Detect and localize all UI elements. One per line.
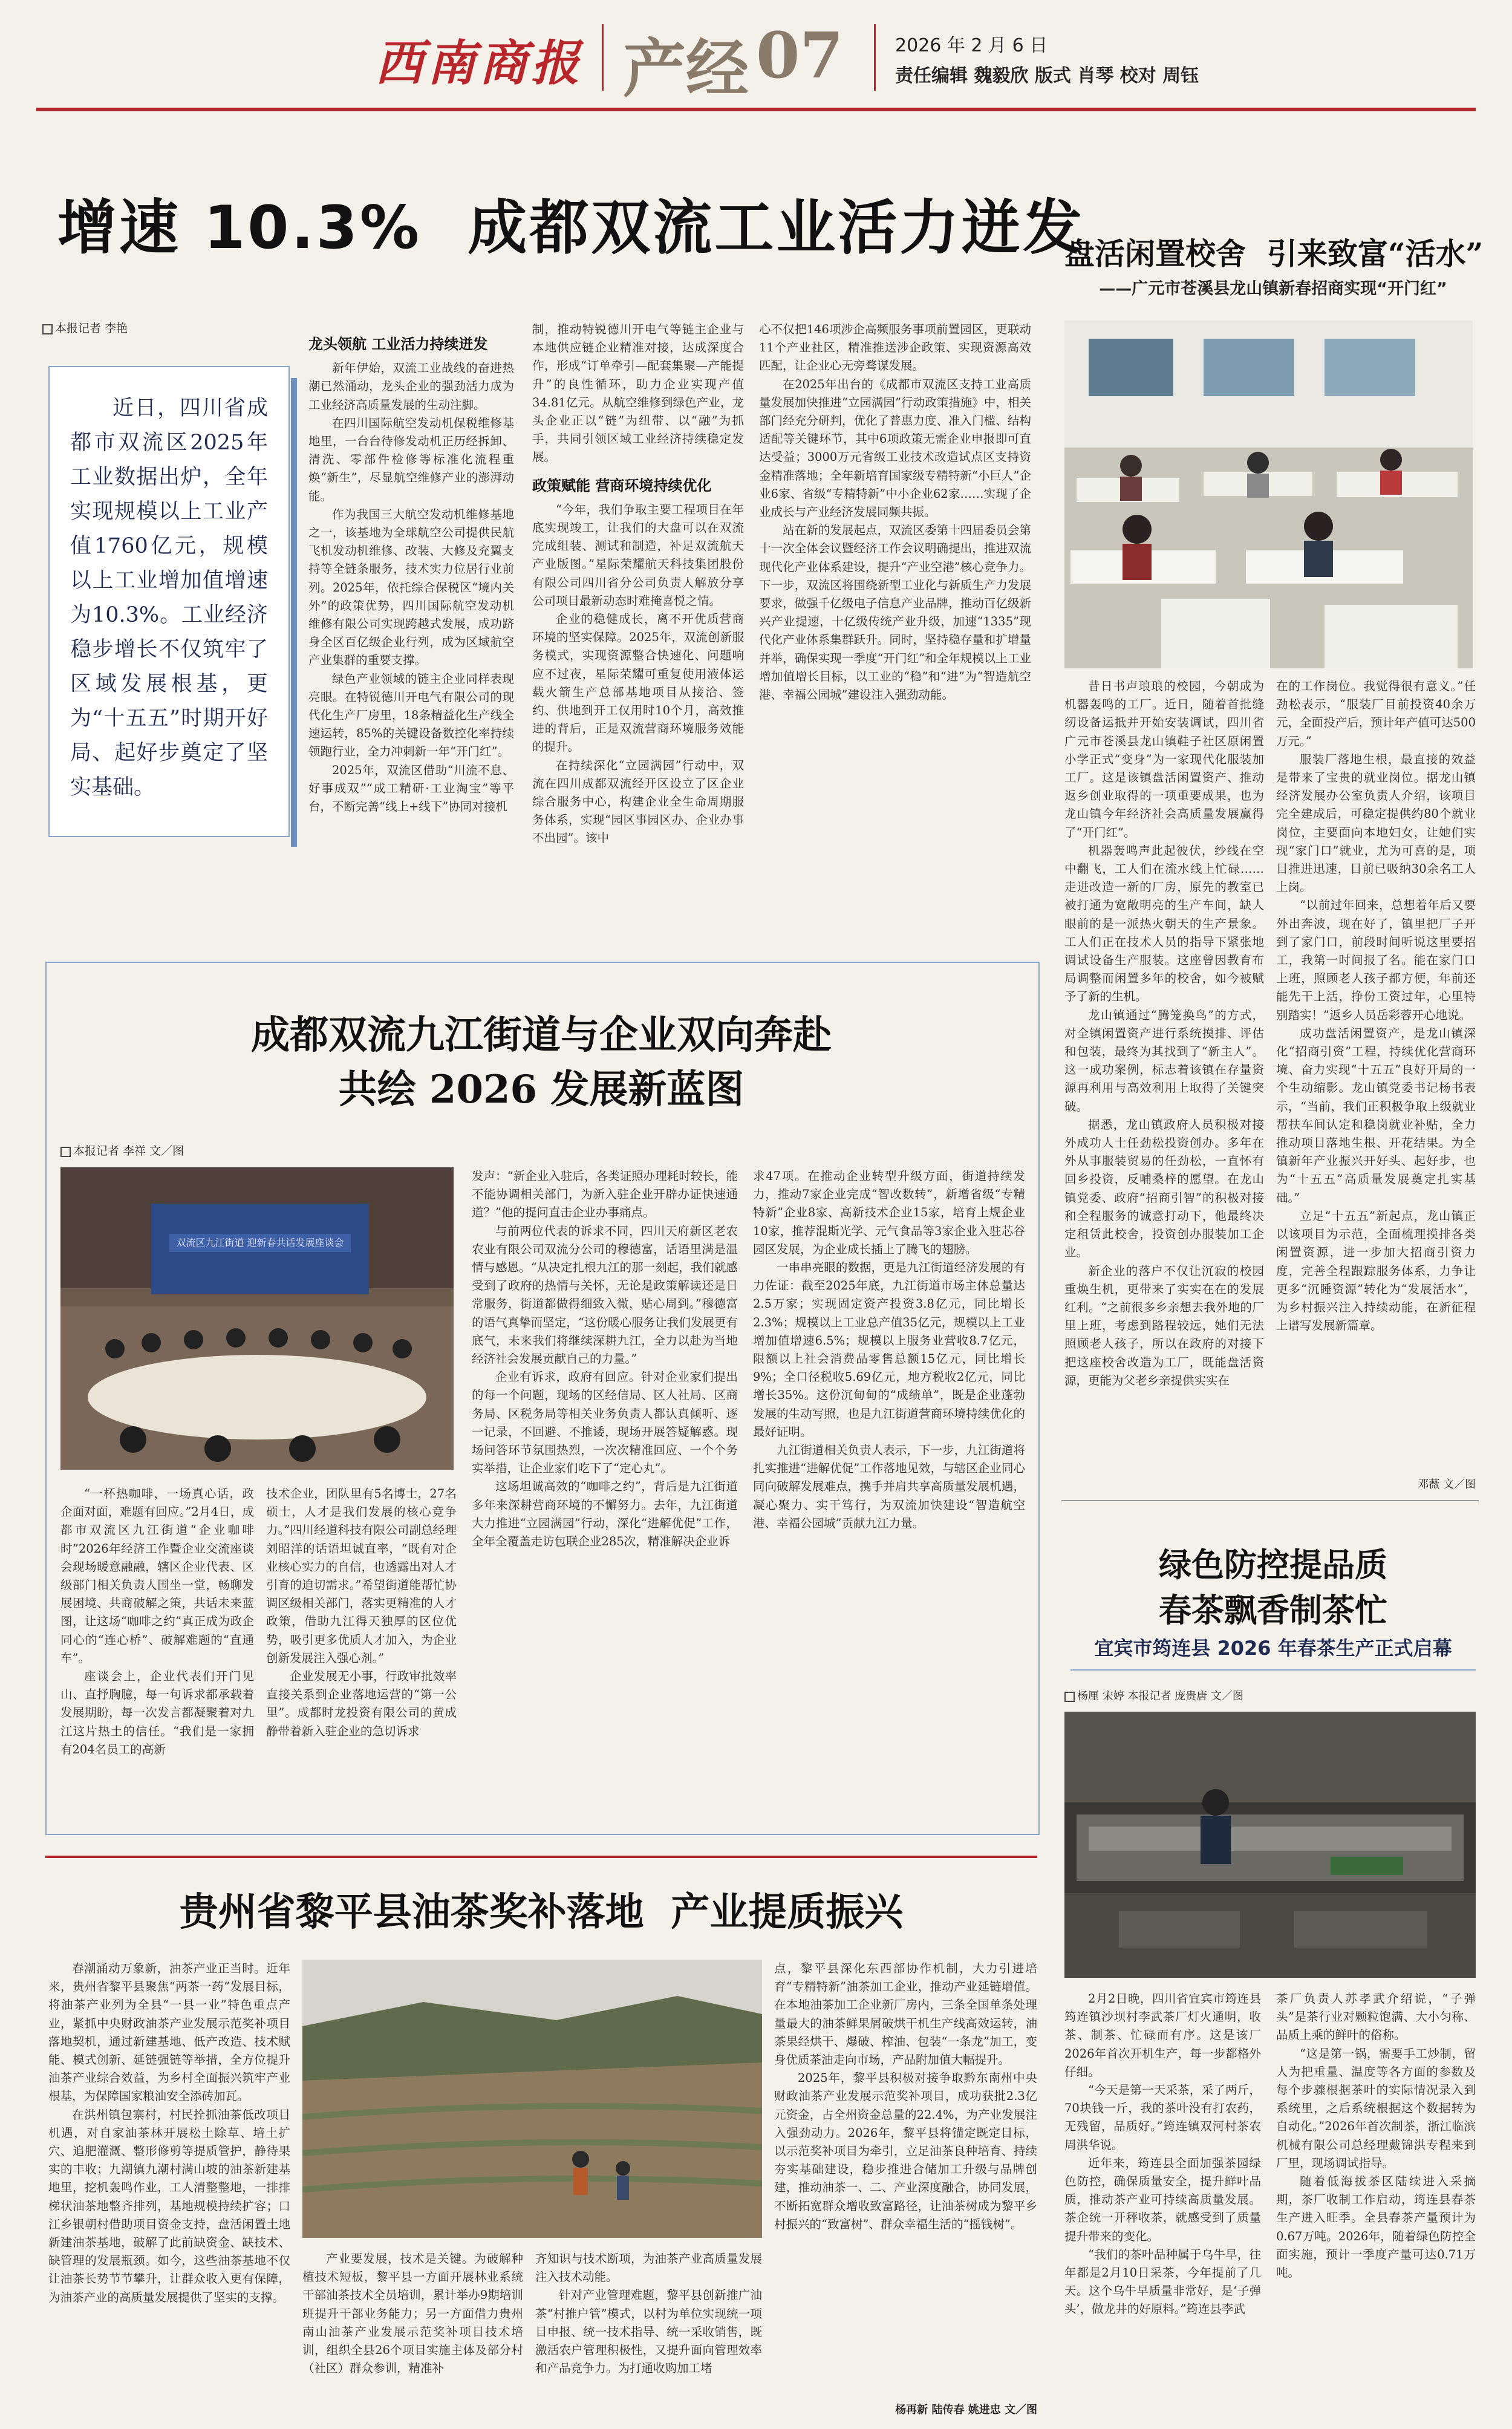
paragraph: 服装厂落地生根，最直接的效益是带来了宝贵的就业岗位。据龙山镇经济发展办公室负责人介绍，该项目完全建成后，可稳定提供约80个就业岗位，主要面向本地妇女，让她们实现“家门口”就业，尤为可喜的是，项目推进迅速，目前已吸纳30余名工人上岗。	[1276, 752, 1476, 895]
editor-credits: 责任编辑 魏毅欣 版式 肖琴 校对 周钰	[895, 65, 1199, 86]
paragraph: 作为我国三大航空发动机维修基地之一，该基地为全球航空公司提供民航飞机发动机维修、改装、大修及充翼支持等全链条服务，技术实力位居行业前列。2025年，依托综合保税区“境内关外”的政策优势，四川国际航空发动机维修有限公司实现跨越式发展，成功跻身全区百亿级企业行列，成为区域航空产业集群的重要支撑。	[308, 507, 514, 668]
article1-column-1	[308, 331, 514, 912]
paragraph: 这场坦诚高效的“咖啡之约”，背后是九江街道多年来深耕营商环境的不懈努力。去年，九江街道大力推进“立园满园”行动，深化“进解优促”工作，全年全覆盖走访包联企业285次，精准解决企业诉	[472, 1479, 738, 1549]
paragraph: 企业发展无小事，行政审批效率直接关系到企业落地运营的“第一公里”。成都时龙投资有限公司的黄成静带着新入驻企业的急切诉求	[266, 1669, 457, 1738]
paragraph: 茶厂负责人苏孝武介绍说，“子弹头”是茶行业对颗粒饱满、大小匀称、品质上乘的鲜叶的俗称。	[1276, 1992, 1476, 2043]
paragraph: 站在新的发展起点，双流区委第十四届委员会第十一次全体会议暨经济工作会议明确提出，推进双流现代化产业体系建设，提升“产业空港”核心竞争力。下一步，双流区将围绕新型工业化与新质生产力发展要求，做强千亿级电子信息产业品牌，推动百亿级新兴产业提速，十亿级传统产业升级，加速“1335”现代化产业体系集群跃升。同时，坚持稳存量和扩增量并举，确保实现一季度“开门红”和全年规模以上工业增加值增长目标，以工业的“稳”和“进”为“智造航空港、幸福公园城”建设注入强劲动能。	[759, 523, 1031, 702]
paragraph: “一杯热咖啡，一场真心话，政企面对面，难题有回应。”2月4日，成都市双流区九江街道“企业咖啡时”2026年经济工作暨企业交流座谈会现场暖意融融，辖区企业代表、区级部门相关负责人围坐一堂，畅聊发展困境、共商破解之策，共话未来蓝图，让这场“咖啡之约”真正成为政企同心的“连心桥”、破解难题的“直通车”。	[60, 1487, 254, 1665]
article4-rule	[1070, 1669, 1476, 1671]
paragraph: 针对产业管理难题，黎平县创新推广油茶“村推户管”模式，以村为单位实现统一项目申报、统一技术指导、统一采收销售，既激活农户管理积极性，又提升面向管理效率和产品竞争力。为打通收购加工堵	[535, 2288, 762, 2376]
article3-column-3	[472, 1167, 738, 1824]
article5-column-1	[48, 1960, 290, 2419]
meeting-image	[60, 1167, 454, 1470]
article1-subhead-1: 龙头领航 工业活力持续迸发	[308, 336, 488, 353]
paragraph: 与前两位代表的诉求不同，四川天府新区老农农业有限公司双流分公司的穆德富，话语里满是温情与感恩。“从决定扎根九江的那一刻起，我们就感受到了政府的热情与关怀，无论是政策解读还是日常服务，街道都做得细致入微，贴心周到。”穆德富的语气真挚而坚定，“这份暖心服务让我们发展更有底气，未来我们将继续深耕九江，全力以赴为当地经济社会发展贡献自己的力量。”	[472, 1224, 738, 1366]
meeting-banner-text: 双流区九江街道 迎新春共话发展座谈会	[176, 1237, 344, 1248]
paragraph: 龙山镇通过“腾笼换鸟”的方式，对全镇闲置资产进行系统摸排、评估和包装，最终为其找到了“新主人”。这一成功案例，标志着该镇在存量资源再利用与高效利用上取得了关键突破。	[1064, 1008, 1264, 1113]
article3-byline	[60, 1142, 184, 1158]
masthead-divider	[602, 24, 604, 91]
paragraph: 2月2日晚，四川省宜宾市筠连县筠连镇沙坝村李武茶厂灯火通明，收茶、制茶、忙碌而有序。这是该厂2026年首次开机生产，每一步都格外仔细。	[1064, 1992, 1261, 2079]
paragraph: 近年来，筠连县全面加强茶园绿色防控，确保质量安全，提升鲜叶品质，推动茶产业可持续高质量发展。茶企统一开秤收茶，就感受到了质量提升带来的变化。	[1064, 2156, 1261, 2243]
article1-headline: 增速 10.3% 成都双流工业活力迸发	[57, 194, 1085, 262]
tea-workshop-image	[1064, 1712, 1476, 1978]
paragraph: 在持续深化“立园满园”行动中，双流在四川成都双流经开区设立了区企业综合服务中心，构建企业全生命周期服务体系，实现“园区事园区办、企业办事不出园”。该中	[532, 758, 744, 846]
masthead	[0, 0, 1512, 109]
paragraph: 随着低海拔茶区陆续进入采摘期，茶厂收制工作启动，筠连县春茶生产进入旺季。全县春茶产量预计为0.67万吨。2026年，随着绿色防控全面实施，预计一季度产量可达0.71万吨。	[1276, 2174, 1476, 2280]
article4-headline-line2: 春茶飘香制茶忙	[1159, 1591, 1387, 1629]
paragraph: “以前过年回来，总想着年后又要外出奔波，现在好了，镇里把厂子开到了家门口，前段时间听说这里要招工，我第一时间报了名。能在家门口上班，照顾老人孩子都方便，年前还能先干上活，挣份工资过年，心里特别踏实！”返乡人员岳彩蓉开心地说。	[1276, 898, 1476, 1022]
paragraph: 发声：“新企业入驻后，各类证照办理耗时较长，能不能协调相关部门，为新入驻企业开辟办证快速通道？”他的提问直击企业办事痛点。	[472, 1169, 738, 1220]
page-number: 07	[756, 18, 844, 93]
article5-column-3	[535, 2250, 762, 2419]
paragraph: “我们的茶叶品种属于乌牛早，往年都是2月10日采茶，今年提前了几天。这个乌牛早质量非常好，是‘子弹头’，做龙井的好原料。”筠连县李武	[1064, 2247, 1261, 2317]
byline-box-icon	[1064, 1692, 1075, 1702]
issue-date: 2026 年 2 月 6 日	[895, 35, 1048, 56]
paragraph: 据悉，龙山镇政府人员积极对接外成功人士任劲松投资创办。多年在外从事服装贸易的任劲松，一直怀有回乡投资，反哺桑梓的愿望。在龙山镇党委、政府“招商引智”的积极对接和全程服务的诚意打动下，他最终决定租赁此校舍，投资创办服装加工企业。	[1064, 1117, 1264, 1260]
article3-column-1	[60, 1485, 254, 1824]
article2-column-2	[1276, 677, 1476, 1488]
article4-column-1	[1064, 1990, 1261, 2413]
byline-text: 本报记者 李艳	[55, 322, 128, 335]
paragraph: 求47项。在推动企业转型升级方面，街道持续发力，推动7家企业完成“智改数转”，新增省级“专精特新”企业8家、高新技术企业15家，培育上规企业10家，推荐混斯光学、元气食品等3家企业入驻芯谷园区发展，为企业成长插上了腾飞的翅膀。	[753, 1169, 1025, 1256]
paragraph: 技术企业，团队里有5名博士，27名硕士，人才是我们发展的核心竞争力。”四川经道科技有限公司副总经理刘昭洋的话语坦诚直率，“既有对企业核心实力的自信，也透露出对人才引育的迫切需求。”希望街道能帮忙协调区级相关部门，落实更精准的人才政策，借助九江得天独厚的区位优势，吸引更多优质人才加入，为企业创新发展注入强心剂。”	[266, 1487, 457, 1665]
byline-box-icon	[60, 1147, 71, 1157]
article5-column-2	[302, 2250, 523, 2419]
article3-headline-line1: 成都双流九江街道与企业双向奔赴	[251, 1012, 832, 1058]
paragraph: 企业的稳健成长，离不开优质营商环境的坚实保障。2025年，双流创新服务模式，实现资源整合快速化、问题响应不过夜，星际荣耀可重复使用液体运载火箭生产总部基地项目从接洽、签约、供地到开工仅用时10个月，高效推进的背后，正是双流营商环境服务效能的提升。	[532, 612, 744, 754]
paragraph: 新年伊始，双流工业战线的奋进热潮已然涌动，龙头企业的强劲活力成为工业经济高质量发展的生动注脚。	[308, 361, 514, 412]
right-column-divider	[1061, 1500, 1479, 1501]
article1-column-2	[532, 321, 744, 913]
oil-tea-plantation-photo	[302, 1960, 762, 2238]
newspaper-logo: 西南商报	[375, 34, 583, 91]
article4-byline	[1064, 1687, 1243, 1703]
paragraph: 九江街道相关负责人表示，下一步，九江街道将扎实推进“进解优促”工作落地见效，与辖区企业同心同向破解发展难点，携手并肩共享高质量发展机遇，凝心聚力、实干笃行，为双流加快建设“智造航空港、幸福公园城”贡献九江力量。	[753, 1443, 1025, 1530]
article5-headline: 贵州省黎平县油茶奖补落地 产业提质振兴	[179, 1889, 904, 1935]
article1-lead-box	[48, 366, 290, 837]
paragraph: 齐知识与技术断项，为油茶产业高质量发展注入技术动能。	[535, 2252, 762, 2284]
paragraph: 春潮涌动万象新，油茶产业正当时。近年来，贵州省黎平县聚焦“两茶一药”发展目标，将油茶产业列为全县“一县一业”特色重点产业，紧抓中央财政油茶产业发展示范奖补项目落地契机，通过新建基地、低产改造、技术赋能、模式创新、延链强链等举措，全方位提升油茶产业综合效益，为乡村全面振兴筑牢产业根基，为保障国家粮油安全添砖加瓦。	[48, 1961, 290, 2104]
garment-factory-image	[1064, 321, 1473, 668]
byline-text: 本报记者 李祥 文／图	[73, 1144, 184, 1158]
article5-column-4	[774, 1960, 1037, 2401]
paragraph: 一串串亮眼的数据，更是九江街道经济发展的有力佐证：截至2025年底，九江街道市场主体总量达2.5万家；实现固定资产投资3.8亿元，同比增长2.3%；规模以上工业总产值35亿元，规模以上工业增加值增速6.5%；规模以上服务业营收8.7亿元，限额以上社会消费品零售总额15亿元，同比增长9%；全口径税收5.69亿元，地方税收2亿元，同比增长35%。这份沉甸甸的“成绩单”，既是企业蓬勃发展的生动写照，也是九江街道营商环境持续优化的最好证明。	[753, 1260, 1025, 1439]
paragraph: 机器轰鸣声此起彼伏，纱线在空中翻飞，工人们在流水线上忙碌……走进改造一新的厂房，原先的教室已被打通为宽敞明亮的生产车间，缺人眼前的是一派热火朝天的生产景象。工人们正在技术人员的指导下紧张地调试设备生产服装。这座曾因教育布局调整而闲置多年的校舍，如今被赋予了新的生机。	[1064, 843, 1264, 1004]
meeting-photo	[60, 1167, 454, 1470]
article1-column-3	[759, 321, 1031, 913]
paragraph: 座谈会上，企业代表们开门见山、直抒胸臆，每一句诉求都承载着发展期盼，每一次发言都凝聚着对九江这片热土的信任。“我们是一家拥有204名员工的高新	[60, 1669, 254, 1756]
article2-column-1	[1064, 677, 1264, 1503]
article4-subheadline: 宜宾市筠连县 2026 年春茶生产正式启幕	[1094, 1637, 1452, 1660]
byline-text: 杨厘 宋婷 本报记者 庞贵唐 文／图	[1077, 1690, 1243, 1703]
article1-subhead-2: 政策赋能 营商环境持续优化	[532, 477, 712, 494]
paragraph: 昔日书声琅琅的校园，今朝成为机器轰鸣的工厂。近日，随着首批缝纫设备运抵并开始安装调试，四川省广元市苍溪县龙山镇鞋子社区原闲置小学正式“变身”为一家现代化服装加工厂。这是该镇盘活闲置资产、推动返乡创业取得的一项重要成果，也为龙山镇今年经济社会高质量发展赢得了“开门红”。	[1064, 679, 1264, 840]
paragraph: 在2025年出台的《成都市双流区支持工业高质量发展加快推进“立园满园”行动政策措施》中，相关部门经充分研判，优化了普惠力度、准入门槛、结构适配等关键环节，其中6项政策无需企业申报即可直达受益；3000万元省级工业技术改造试点区支持资金精准落地；全年新培育国家级专精特新“小巨人”企业6家、省级“专精特新”中小企业62家……实现了企业成长与产业经济发展同频共振。	[759, 377, 1031, 520]
paragraph: 2025年，双流区借助“川流不息、好事成双”“成工精研·工业淘宝”等平台，不断完善“线上+线下”协同对接机	[308, 763, 514, 814]
paragraph: 在的工作岗位。我觉得很有意义。”任劲松表示，“服装厂目前投资40余万元，全面投产后，预计年产值可达500万元。”	[1276, 679, 1476, 748]
article5-credit: 杨再新 陆传春 姚进忠 文／图	[895, 2404, 1037, 2416]
paragraph: 2025年，黎平县积极对接争取黔东南州中央财政油茶产业发展示范奖补项目，成功获批2.3亿元资金，占全州资金总量的22.4%，为产业发展注入强劲动力。2026年，黎平县将锚定既定目标，以示范奖补项目为牵引，立足油茶良种培育、持续夯实基础建设，稳步推进合储加工升级与品牌创建，推动油茶一、二、产业深度融合，协同发展，不断拓宽群众增收致富路径，让油茶树成为黎平乡村振兴的“致富树”、群众幸福生活的“摇钱树”。	[774, 2071, 1037, 2231]
article3-headline-line2: 共绘 2026 发展新蓝图	[338, 1067, 745, 1112]
paragraph: 产业要发展，技术是关键。为破解种植技术短板，黎平县一方面开展林业系统干部油茶技术全员培训，累计举办9期培训班提升干部业务能力；另一方面借力贵州南山油茶产业发展示范奖补项目技术培训，组织全县26个项目实施主体及部分村（社区）群众参训，精准补	[302, 2252, 523, 2376]
paragraph: 绿色产业领域的链主企业同样表现亮眼。在特锐德川开电气有限公司的现代化生产厂房里，18条精益化生产线全速运转，85%的关键设备数控化率持续领跑行业，全力冲刺新一年“开门红”。	[308, 671, 514, 759]
paragraph: “今年，我们争取主要工程项目在年底实现竣工，让我们的大盘可以在双流完成组装、测试和制造，补足双流航天产业版图。”星际荣耀航天科技集团股份有限公司四川省分公司负责人解放分享公司项目最新动态时难掩喜悦之情。	[532, 502, 744, 608]
article4-headline-line1: 绿色防控提品质	[1159, 1545, 1387, 1584]
article1-lead: 近日，四川省成都市双流区2025年工业数据出炉，全年实现规模以上工业产值1760亿元，规模以上工业增加值增速为10.3%。工业经济稳步增长不仅筑牢了区域发展根基，更为“十五五”时期开好局、起好步奠定了坚实基础。	[70, 396, 268, 800]
lead-box-accent	[291, 378, 297, 847]
paragraph: 立足“十五五”新起点，龙山镇正以该项目为示范，全面梳理摸排各类闲置资源，进一步加大招商引资力度，完善全程跟踪服务体系，力争让更多“沉睡资源”转化为“发展活水”，为乡村振兴注入持续动能，在新征程上谱写发展新篇章。	[1276, 1208, 1476, 1333]
article4-column-2	[1276, 1990, 1476, 2413]
article1-byline	[42, 319, 128, 336]
article2-headline: 盘活闲置校舍 引来致富“活水”	[1064, 236, 1484, 272]
paragraph: 心不仅把146项涉企高频服务事项前置园区，更联动11个产业社区，精准推送涉企政策、实现资源高效匹配，让企业心无旁骛谋发展。	[759, 322, 1031, 373]
paragraph: 点，黎平县深化东西部协作机制，大力引进培育“专精特新”油茶加工企业，推动产业延链增值。在本地油茶加工企业新厂房内，三条全国单条处理量最大的油茶鲜果屑破烘干机生产线高效运转，油茶果经烘干、爆破、榨油、包装“一条龙”加工，变身优质茶油走向市场，产品附加值大幅提升。	[774, 1961, 1037, 2067]
section-name: 产经	[623, 31, 749, 106]
tea-workshop-photo	[1064, 1712, 1476, 1978]
masthead-divider-2	[874, 24, 876, 91]
paragraph: 企业有诉求，政府有回应。针对企业家们提出的每一个问题，现场的区经信局、区人社局、区商务局、区税务局等相关业务负责人都认真倾听、逐一记录，不回避、不推诿，现场开展答疑解惑。现场问答环节氛围热烈，一次次精准回应、一个个务实举措，让企业家们吃下了“定心丸”。	[472, 1370, 738, 1476]
byline-box-icon	[42, 324, 53, 334]
paragraph: 制，推动特锐德川开电气等链主企业与本地供应链企业精准对接，达成深度合作，形成“订单牵引—配套集聚—产能提升”的良性循环，助力企业实现产值34.81亿元。从航空维修到绿色产业，龙头企业正以“链”为纽带、以“融”为抓手，共同引领区域工业经济持续稳定发展。	[532, 322, 744, 465]
paragraph: 在四川国际航空发动机保税维修基地里，一台台待修发动机正历经拆卸、清洗、零部件检修等标准化流程重焕“新生”，尽显航空维修产业的澎湃动能。	[308, 416, 514, 503]
paragraph: “这是第一锅，需要手工炒制，留人为把重量、温度等各方面的参数及每个步骤根据茶叶的实际情况录入到系统里，之后系统根据这个数据转为自动化。”2026年首次制茶，浙江临滨机械有限公司总经理戴锦洪专程来到厂里，现场调试指导。	[1276, 2046, 1476, 2170]
article3-column-4	[753, 1167, 1025, 1824]
masthead-rule	[36, 108, 1476, 111]
article2-credit: 邓薇 文／图	[1418, 1478, 1476, 1491]
paragraph: 成功盘活闲置资产，是龙山镇深化“招商引资”工程，持续优化营商环境、奋力实现“十五五”良好开局的一个生动缩影。龙山镇党委书记杨书表示，“当前，我们正积极争取上级就业帮扶车间认定和稳岗就业补贴，全力推动项目落地生根、开花结果。为全镇新年产业振兴开好头、起好步，也为“十五五”高质量发展奠定扎实基础。”	[1276, 1026, 1476, 1205]
paragraph: 新企业的落户不仅让沉寂的校园重焕生机，更带来了实实在在的发展红利。“之前很多乡亲想去我外地的厂里上班，考虑到路程较远，她们无法照顾老人孩子，所以在政府的对接下把这座校舍改造为工厂，既能盘活资源，更能为父老乡亲提供实实在	[1064, 1263, 1264, 1387]
paragraph: 在洪州镇包寨村，村民拴抓油茶低改项目机遇，对自家油茶林开展松土除草、培土扩穴、追肥灌溉、整形修剪等提质管护，静待果实的丰收；九潮镇九潮村满山坡的油茶新建基地里，挖机轰鸣作业，工人清整整地，一排排梯状油茶地整齐排列，基地规模持续扩容；口江乡银朝村借助项目资金支持，盘活闲置土地新建油茶基地，破解了此前缺资金、缺技术、缺管理的发展瓶颈。如今，这些油茶基地不仅让油茶长势节节攀升，让群众收入更有保障，为油茶产业的高质量发展提供了坚实的支撑。	[48, 2107, 290, 2304]
article3-column-2	[266, 1485, 457, 1824]
garment-factory-photo	[1064, 321, 1473, 668]
oil-tea-plantation-image	[302, 1960, 762, 2238]
article2-subheadline: ——广元市苍溪县龙山镇新春招商实现“开门红”	[1099, 279, 1447, 298]
paragraph: “今天是第一天采茶，采了两斤，70块钱一斤，我的茶叶没有打农药，无残留，品质好。”筠连镇双河村茶农周洪华说。	[1064, 2083, 1261, 2152]
article5-top-rule	[45, 1856, 1037, 1858]
